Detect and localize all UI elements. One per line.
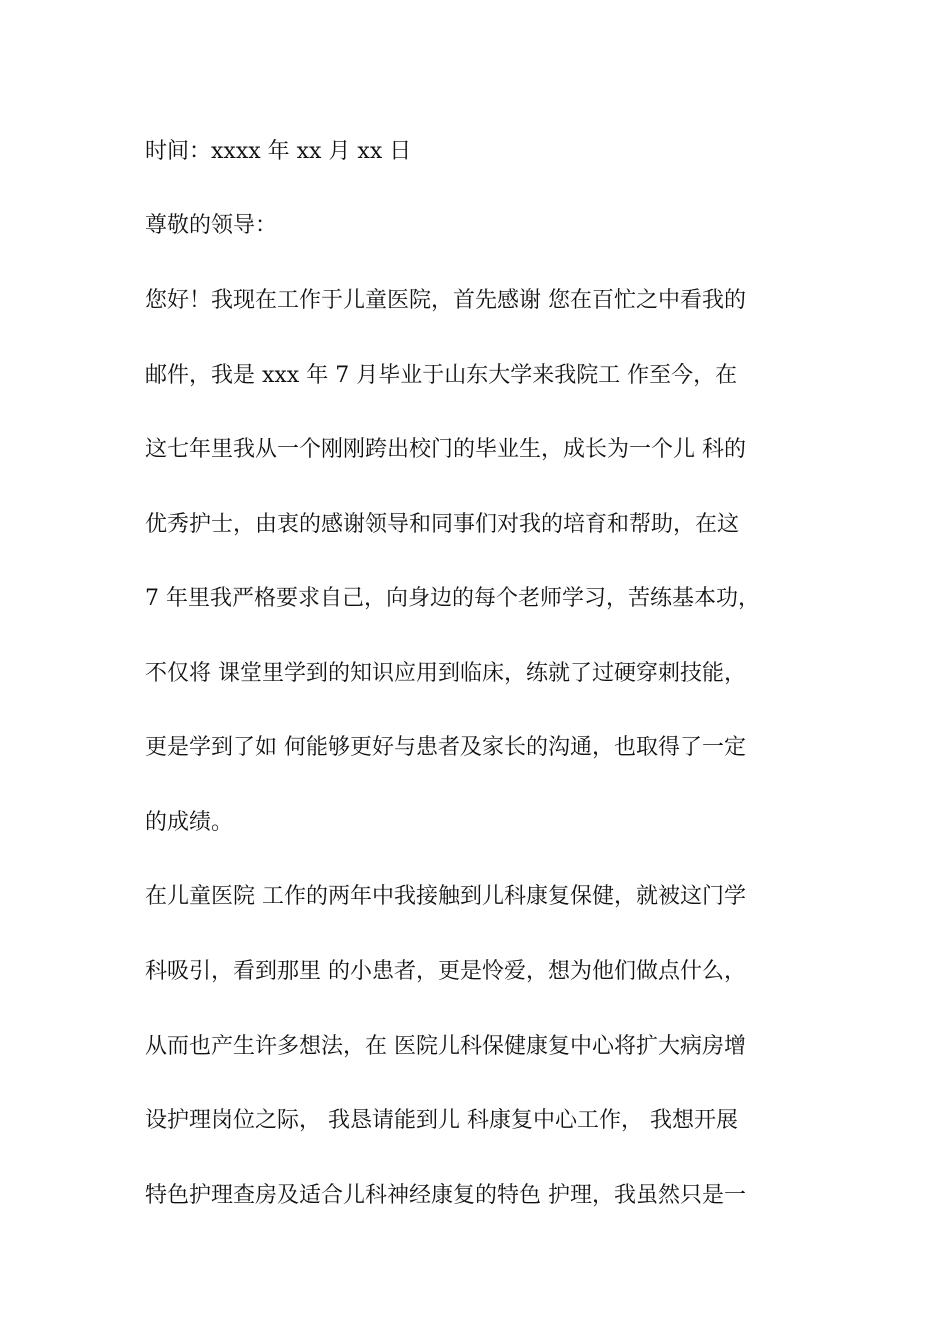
body-line: 更是学到了如 何能够更好与患者及家长的沟通，也取得了一定 <box>145 735 746 760</box>
body-line: 您好！我现在工作于儿童医院，首先感谢 您在百忙之中看我的 <box>145 288 746 313</box>
body-line: 不仅将 课堂里学到的知识应用到临床，练就了过硬穿刺技能， <box>145 661 746 686</box>
body-line: 设护理岗位之际， 我恳请能到儿 科康复中心工作， 我想开展 <box>145 1108 738 1133</box>
body-line: 的成绩。 <box>145 810 234 835</box>
body-line: 在儿童医院 工作的两年中我接触到儿科康复保健，就被这门学 <box>145 884 746 909</box>
body-line: 优秀护士，由衷的感谢领导和同事们对我的培育和帮助，在这 <box>145 512 740 537</box>
body-line: 这七年里我从一个刚刚跨出校门的毕业生，成长为一个儿 科的 <box>145 437 746 462</box>
body-line: 7 年里我严格要求自己，向身边的每个老师学习，苦练基本功， <box>145 586 760 611</box>
body-line: 从而也产生许多想法，在 医院儿科保健康复中心将扩大病房增 <box>145 1034 746 1059</box>
body-line: 邮件，我是 xxx 年 7 月毕业于山东大学来我院工 作至今，在 <box>145 363 738 388</box>
body-line: 特色护理查房及适合儿科神经康复的特色 护理，我虽然只是一 <box>145 1183 746 1208</box>
date-line: 时间：xxxx 年 xx 月 xx 日 <box>145 139 412 164</box>
salutation-line: 尊敬的领导： <box>145 213 278 238</box>
body-line: 科吸引，看到那里 的小患者，更是怜爱，想为他们做点什么， <box>145 959 746 984</box>
